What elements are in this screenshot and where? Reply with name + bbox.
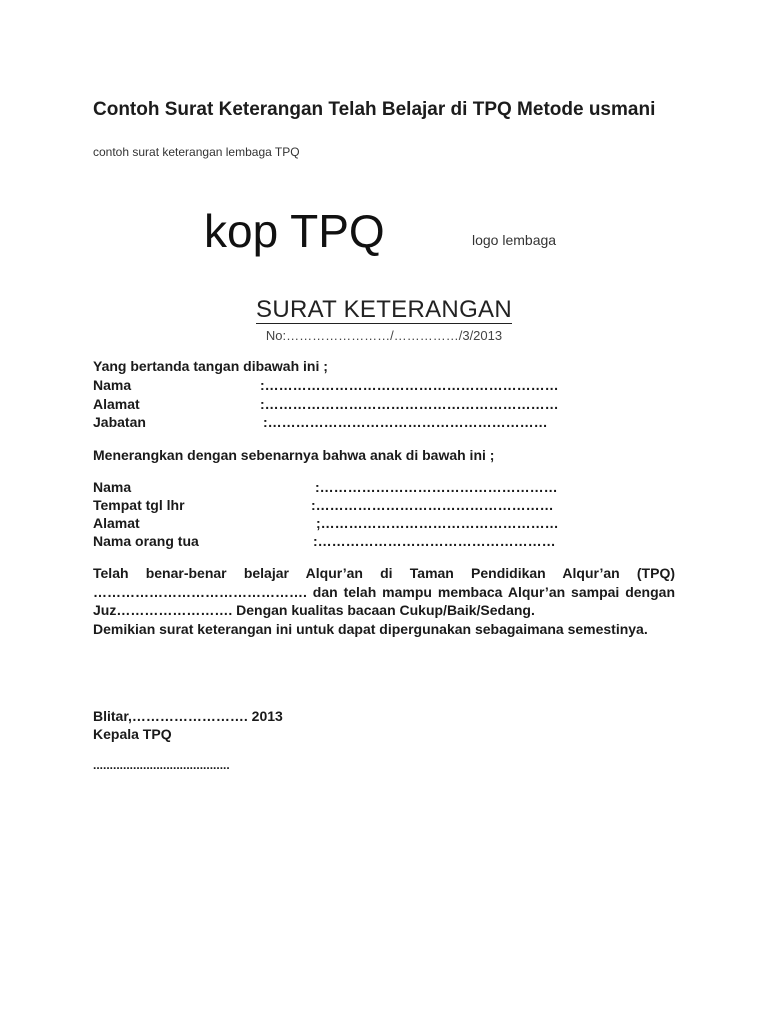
closing-position: Kepala TPQ bbox=[93, 726, 172, 742]
signer-intro: Yang bertanda tangan dibawah ini ; bbox=[93, 358, 328, 374]
letterhead-kop: kop TPQ bbox=[204, 205, 385, 257]
document-title: Contoh Surat Keterangan Telah Belajar di TPQ Metode usmani bbox=[93, 99, 656, 120]
signature-line: ......................................... bbox=[93, 758, 230, 772]
signer-position-value: :…………………………………………………… bbox=[263, 414, 548, 430]
closing-place-date: Blitar,……………………. 2013 bbox=[93, 708, 283, 724]
signer-name-value: :……………………………………………………… bbox=[260, 377, 559, 393]
signer-address-label: Alamat bbox=[93, 396, 140, 412]
letter-body bbox=[93, 564, 675, 638]
student-intro: Menerangkan dengan sebenarnya bahwa anak di bawah ini ; bbox=[93, 447, 495, 463]
student-parent-value: :…………………………………………… bbox=[313, 533, 556, 549]
student-birth-label: Tempat tgl lhr bbox=[93, 497, 185, 513]
student-name-value: :…………………………………………… bbox=[315, 479, 558, 495]
signer-address-value: :……………………………………………………… bbox=[260, 396, 559, 412]
letter-number: No:……………………/……………/3/2013 bbox=[265, 328, 503, 343]
student-name-label: Nama bbox=[93, 479, 132, 495]
letterhead-logo-placeholder: logo lembaga bbox=[472, 232, 557, 248]
body-paragraph-2: Demikian surat keterangan ini untuk dapat dipergunakan sebagaimana semestinya. bbox=[93, 620, 648, 637]
student-birth-value: :…………………………………………… bbox=[311, 497, 554, 513]
body-paragraph-1: Telah benar-benar belajar Alqur’an di Taman Pendidikan Alqur’an (TPQ) ………………………………………. dan telah mampu membaca Alqur’an sampai dengan Juz……………………. Dengan kualitas bacaan Cukup/Baik/Sedang. bbox=[93, 565, 675, 618]
student-address-value: ;…………………………………………… bbox=[316, 515, 559, 531]
signer-position-label: Jabatan bbox=[93, 414, 146, 430]
letter-title bbox=[0, 296, 768, 324]
letter-title-text: SURAT KETERANGAN bbox=[256, 296, 512, 323]
signer-name-label: Nama bbox=[93, 377, 132, 393]
student-parent-label: Nama orang tua bbox=[93, 533, 199, 549]
document-subtitle: contoh surat keterangan lembaga TPQ bbox=[93, 145, 300, 159]
student-address-label: Alamat bbox=[93, 515, 140, 531]
